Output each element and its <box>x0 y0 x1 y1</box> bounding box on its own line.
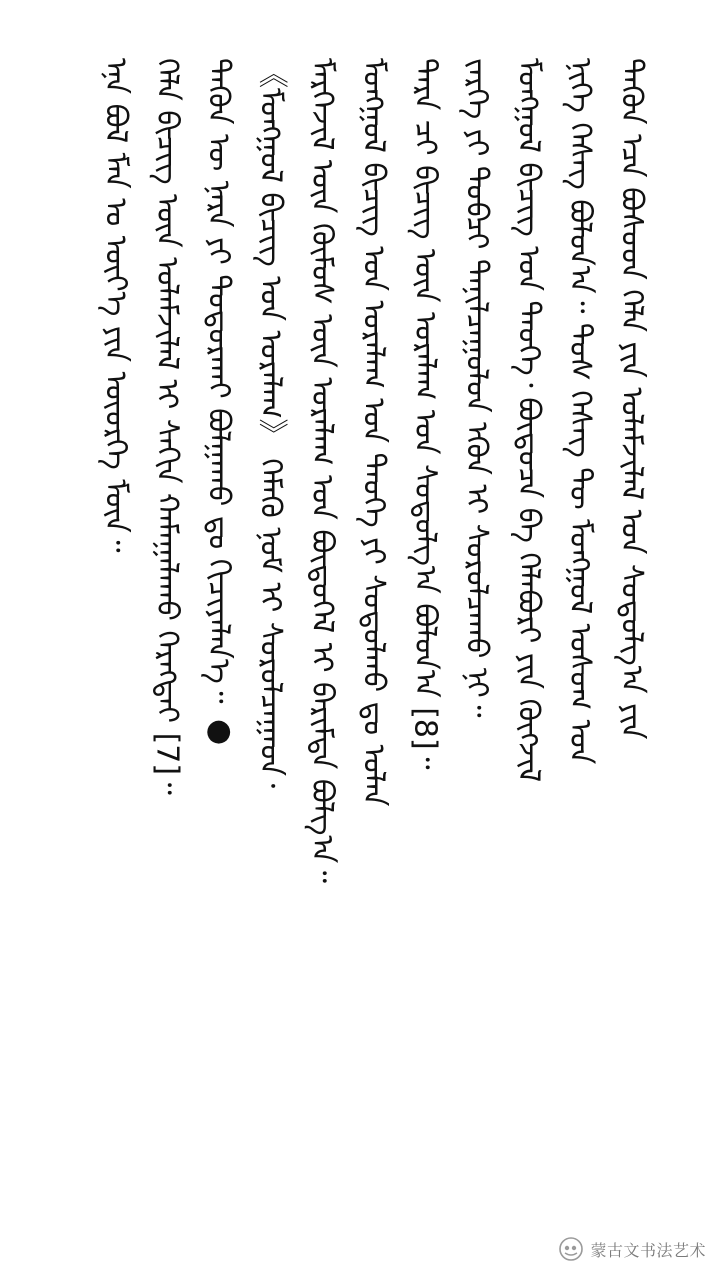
text-column: ᠮᠣᠩᠭᠣᠯ ᠪᠢᠴᠢᠭ ᠤᠨ ᠲᠡᠦᠬᠡ᠂ ᠪᠦᠲᠦᠴᠡ ᠪᠠ ᠬᠡᠯᠡᠪᠦᠷᠢ ᠶᠢᠨ ᠬᠥᠭᠵᠢᠯ <box>510 58 546 783</box>
text-column: ᠲᠡᠭᠦᠨ ᠦ ᠨᠡᠷᠡ ᠶᠢ ᠲᠣᠳᠤᠷᠬᠠᠢ ᠪᠣᠯᠭᠠᠬᠤ ᠳᠤ ᠬᠢᠴᠢᠶᠡᠯᠡᠨ᠎ᠡ᠃ ● <box>201 58 237 748</box>
text-column: ᠲᠡᠭᠦᠨ ᠡᠴᠡ ᠪᠤᠰᠤᠳ ᠬᠡᠯᠡ ᠶᠢᠨ ᠤᠯᠠᠮᠵᠢᠯᠠᠯ ᠤᠨ ᠰᠤᠳᠤᠯᠭ᠎ᠠ ᠶᠢᠨ <box>613 58 649 740</box>
watermark-label: 蒙古文书法艺术 <box>590 1240 706 1260</box>
text-column: ᠮᠣᠩᠭᠣᠯ ᠪᠢᠴᠢᠭ ᠤᠨ ᠤᠷᠠᠯᠠᠭ ᠤᠨ ᠲᠡᠦᠬᠡ ᠶᠢ ᠰᠤᠳᠤᠯᠬᠤ ᠳᠤ ᠣᠯᠠᠨ <box>355 58 391 807</box>
text-column: ᠵᠡᠷᠭᠡ ᠶᠢ ᠲᠣᠪᠴᠢ ᠲᠠᠨᠢᠯᠴᠠᠭᠤᠯᠤᠨ ᠡᠭᠦᠨ ᠢ ᠰᠤᠷᠤᠯᠴᠠᠬᠤ ᠨᠢ᠃ <box>459 58 495 718</box>
text-column: 《ᠮᠣᠩᠭᠣᠯ ᠪᠢᠴᠢᠭ ᠤᠨ ᠤᠷᠠᠯᠠᠭ》 ᠬᠡᠮᠡᠬᠦ ᠨᠣᠮ ᠢ ᠰᠤᠷᠤᠯᠴᠠᠭᠠᠳ᠂ <box>252 58 288 789</box>
source-watermark <box>558 1236 706 1262</box>
text-column: ᠡᠨᠡ ᠪᠣᠯ ᠮᠠᠨ ᠤ ᠦᠶ᠎ᠡ ᠶᠢᠨ ᠦᠦᠷᠭᠡ ᠮᠥᠨ᠃ <box>98 58 133 553</box>
wechat-channel-icon <box>558 1236 584 1262</box>
text-column: ᠲᠡᠷᠡ ᠴᠢ ᠪᠢᠴᠢᠭ᠌ ᠦᠨ ᠤᠷᠠᠯᠠᠭ ᠤᠨ ᠰᠤᠳᠤᠯᠭ᠎ᠠ ᠪᠣᠯᠤᠨ᠎ᠠ [8]᠃ <box>407 58 443 770</box>
mongolian-text-body <box>96 58 650 1210</box>
text-column: ᠨᠢᠭᠡ ᠬᠡᠰᠡᠭ ᠪᠣᠯᠤᠨ᠎ᠠ᠃ ᠲᠤᠰ ᠬᠡᠰᠡᠭ ᠲᠦ ᠮᠣᠩᠭᠣᠯ ᠤᠰᠤᠭ ᠤᠨ <box>562 58 598 765</box>
text-column: ᠮᠡᠷᠭᠡᠵᠢᠯ ᠦᠨ ᠬᠦᠮᠦᠰ ᠦᠨ ᠤᠷᠠᠯᠠᠭ ᠤᠨ ᠪᠦᠲᠦᠭᠡᠯ ᠢ ᠪᠠᠷᠢᠮᠲᠠ ᠪᠣᠯᠭ᠎ᠠ᠃ <box>304 58 340 883</box>
text-column: ᠬᠡᠯᠡ ᠪᠢᠴᠢᠭ ᠦᠨ ᠤᠯᠠᠮᠵᠢᠯᠠᠯ ᠢ ᠰᠠᠬᠢᠨ ᠬᠠᠮᠠᠭᠠᠯᠠᠬᠤ ᠬᠡᠷᠡᠭᠲᠡᠢ [7]᠃ <box>149 58 185 795</box>
